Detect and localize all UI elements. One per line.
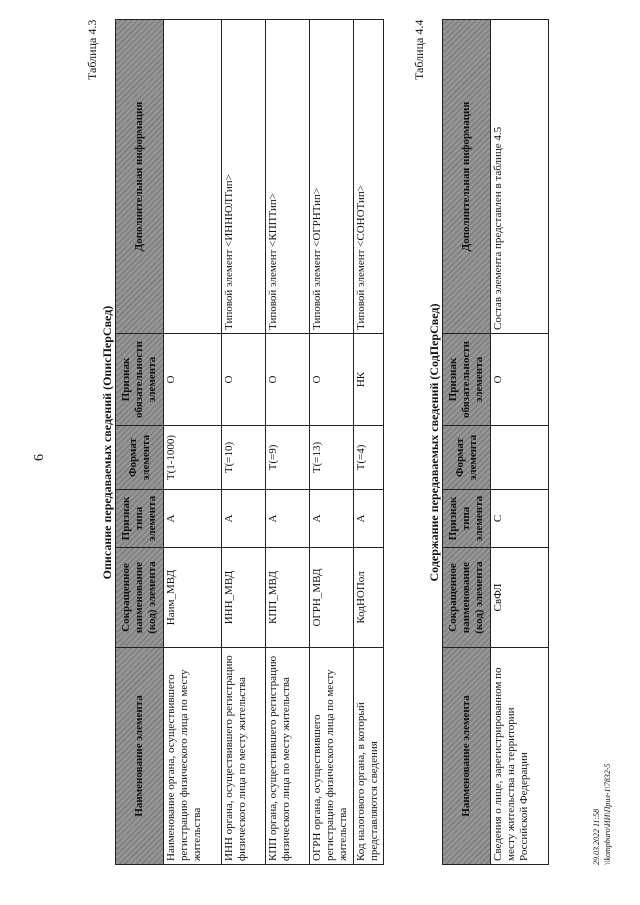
- cell: СвФЛ: [491, 548, 549, 648]
- header-cell: Признак обязательности элемента: [116, 334, 164, 426]
- cell: Код налогового органа, в который представляются сведения: [354, 648, 384, 865]
- header-cell: Признак типа элемента: [116, 490, 164, 548]
- cell: T(1-1000): [164, 426, 222, 490]
- cell: Типовой элемент <КППТип>: [266, 20, 310, 334]
- header-cell: Дополнительная информация: [116, 20, 164, 334]
- cell: [491, 426, 549, 490]
- table-4-4-label: Таблица 4.4: [412, 19, 426, 80]
- footer-path: \\kompburo\ИИ\Прил-1\7832-5: [603, 763, 612, 865]
- header-cell: Формат элемента: [116, 426, 164, 490]
- cell: О: [310, 334, 354, 426]
- table-header-row: [443, 20, 491, 865]
- cell: С: [491, 490, 549, 548]
- cell: Типовой элемент <ИННЮЛТип>: [222, 20, 266, 334]
- footer-timestamp: 29.03.2022 11:58: [592, 808, 601, 865]
- cell: О: [491, 334, 549, 426]
- cell: А: [310, 490, 354, 548]
- cell: КодНОПол: [354, 548, 384, 648]
- table-row: [266, 20, 310, 865]
- cell: О: [164, 334, 222, 426]
- table-row: [222, 20, 266, 865]
- table-4-4: [442, 19, 549, 865]
- cell: О: [266, 334, 310, 426]
- table-header-row: [116, 20, 164, 865]
- header-cell: Признак типа элемента: [443, 490, 491, 548]
- table-4-4-caption: Содержание передаваемых сведений (СодПерСвед): [427, 303, 441, 582]
- page-number: 6: [32, 454, 47, 461]
- cell: А: [266, 490, 310, 548]
- cell: А: [222, 490, 266, 548]
- cell: А: [164, 490, 222, 548]
- cell: Состав элемента представлен в таблице 4.5: [491, 20, 549, 334]
- cell: Типовой элемент <СОНОТип>: [354, 20, 384, 334]
- cell: T(=9): [266, 426, 310, 490]
- cell: Наим_МВД: [164, 548, 222, 648]
- header-cell: Сокращенное наименование (код) элемента: [116, 548, 164, 648]
- cell: О: [222, 334, 266, 426]
- table-4-3: [115, 19, 384, 865]
- cell: [164, 20, 222, 334]
- table-4-3-caption: Описание передаваемых сведений (ОписПерСвед): [100, 305, 114, 580]
- cell: T(=10): [222, 426, 266, 490]
- table-4-3-label: Таблица 4.3: [85, 19, 99, 80]
- table-row: [310, 20, 354, 865]
- cell: ОГРН органа, осуществившего регистрацию физического лица по месту жительства: [310, 648, 354, 865]
- table-row: [491, 20, 549, 865]
- header-cell: Наименование элемента: [116, 648, 164, 865]
- cell: T(=13): [310, 426, 354, 490]
- cell: Сведения о лице, зарегистрированном по месту жительства на территории Российской Федерации: [491, 648, 549, 865]
- cell: НК: [354, 334, 384, 426]
- cell: ИНН_МВД: [222, 548, 266, 648]
- cell: Наименование органа, осуществившего регистрацию физического лица по месту жительства: [164, 648, 222, 865]
- cell: КПП_МВД: [266, 548, 310, 648]
- cell: T(=4): [354, 426, 384, 490]
- header-cell: Формат элемента: [443, 426, 491, 490]
- table-row: [164, 20, 222, 865]
- header-cell: Сокращенное наименование (код) элемента: [443, 548, 491, 648]
- cell: А: [354, 490, 384, 548]
- table-row: [354, 20, 384, 865]
- cell: КПП органа, осуществившего регистрацию физического лица по месту жительства: [266, 648, 310, 865]
- header-cell: Дополнительная информация: [443, 20, 491, 334]
- header-cell: Наименование элемента: [443, 648, 491, 865]
- cell: ИНН органа, осуществившего регистрацию физического лица по месту жительства: [222, 648, 266, 865]
- header-cell: Признак обязательности элемента: [443, 334, 491, 426]
- cell: ОГРН_МВД: [310, 548, 354, 648]
- cell: Типовой элемент <ОГРНТип>: [310, 20, 354, 334]
